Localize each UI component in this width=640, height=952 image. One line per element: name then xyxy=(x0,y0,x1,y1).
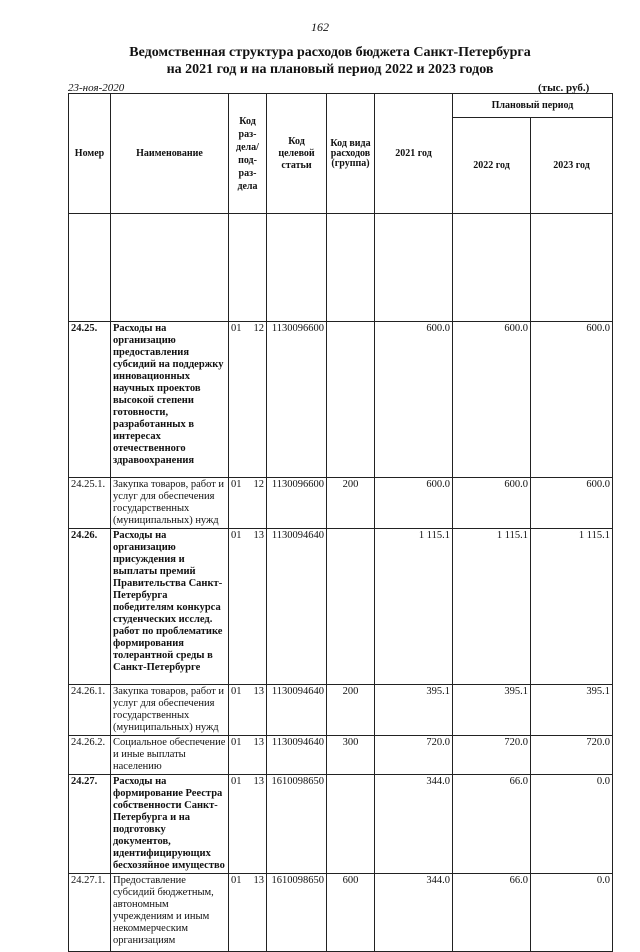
podrazdel-code: 13 xyxy=(253,875,264,886)
row-target-article: 1610098650 xyxy=(267,874,327,952)
units-label: (тыс. руб.) xyxy=(538,82,590,94)
razdel-code: 01 xyxy=(231,479,242,490)
table-row xyxy=(69,322,613,478)
row-value-2023: 395.1 xyxy=(531,685,613,736)
row-value-2021: 344.0 xyxy=(375,775,453,874)
row-razdel xyxy=(229,874,267,952)
row-value-2021: 600.0 xyxy=(375,478,453,529)
row-expense-type xyxy=(327,322,375,478)
row-name: Социальное обеспечение и иные выплаты населению xyxy=(111,736,229,775)
row-name: Расходы на формирование Реестра собственности Санкт-Петербурга и на подготовку документов, идентифицирующих бесхозяйное имущество xyxy=(111,775,229,874)
row-number: 24.26. xyxy=(69,529,111,685)
row-name: Расходы на организацию присуждения и выплаты премий Правительства Санкт-Петербурга победителям конкурса студенческих исслед. работ по проблематике формирования толерантной среды в Санкт-Петербурге xyxy=(111,529,229,685)
row-target-article: 1130094640 xyxy=(267,529,327,685)
document-title xyxy=(0,44,640,78)
row-number: 24.25.1. xyxy=(69,478,111,529)
podrazdel-code: 13 xyxy=(253,776,264,787)
row-name: Предоставление субсидий бюджетным, автономным учреждениям и иным некоммерческим организациям xyxy=(111,874,229,952)
title-line-2: на 2021 год и на плановый период 2022 и 2023 годов xyxy=(166,62,494,77)
row-number: 24.27.1. xyxy=(69,874,111,952)
header-number: Номер xyxy=(69,94,111,214)
row-expense-type: 300 xyxy=(327,736,375,775)
row-target-article: 1130096600 xyxy=(267,322,327,478)
podrazdel-code: 12 xyxy=(253,323,264,334)
table-row xyxy=(69,478,613,529)
spacer-cell xyxy=(69,214,111,322)
razdel-code: 01 xyxy=(231,737,242,748)
row-value-2021: 1 115.1 xyxy=(375,529,453,685)
row-expense-type xyxy=(327,775,375,874)
razdel-code: 01 xyxy=(231,875,242,886)
podrazdel-code: 12 xyxy=(253,479,264,490)
spacer-cell xyxy=(453,214,531,322)
row-razdel xyxy=(229,685,267,736)
header-planned-period: Плановый период xyxy=(453,94,613,118)
razdel-code: 01 xyxy=(231,686,242,697)
row-value-2022: 600.0 xyxy=(453,322,531,478)
row-number: 24.26.1. xyxy=(69,685,111,736)
spacer-cell xyxy=(327,214,375,322)
page-number: 162 xyxy=(311,20,329,34)
row-expense-type xyxy=(327,529,375,685)
row-target-article: 1130094640 xyxy=(267,685,327,736)
spacer-cell xyxy=(229,214,267,322)
row-value-2023: 600.0 xyxy=(531,478,613,529)
spacer-cell xyxy=(111,214,229,322)
row-value-2021: 600.0 xyxy=(375,322,453,478)
row-expense-type: 200 xyxy=(327,478,375,529)
header-spacer-row xyxy=(69,214,613,322)
row-razdel xyxy=(229,322,267,478)
row-number: 24.26.2. xyxy=(69,736,111,775)
razdel-code: 01 xyxy=(231,530,242,541)
row-name: Расходы на организацию предоставления субсидий на поддержку инновационных научных проектов высокой степени готовности, разработанных в интересах отечественного здравоохранения xyxy=(111,322,229,478)
razdel-code: 01 xyxy=(231,323,242,334)
row-razdel xyxy=(229,529,267,685)
row-value-2023: 0.0 xyxy=(531,874,613,952)
table-row xyxy=(69,529,613,685)
row-razdel xyxy=(229,775,267,874)
title-line-1: Ведомственная структура расходов бюджета Санкт-Петербурга xyxy=(129,45,531,60)
row-name: Закупка товаров, работ и услуг для обеспечения государственных (муниципальных) нужд xyxy=(111,478,229,529)
row-razdel xyxy=(229,478,267,529)
row-value-2021: 720.0 xyxy=(375,736,453,775)
row-value-2021: 344.0 xyxy=(375,874,453,952)
row-value-2022: 720.0 xyxy=(453,736,531,775)
row-value-2022: 66.0 xyxy=(453,874,531,952)
row-value-2022: 600.0 xyxy=(453,478,531,529)
row-value-2022: 66.0 xyxy=(453,775,531,874)
document-date: 23-ноя-2020 xyxy=(68,82,125,94)
header-razdel: Код раз-дела/ под-раз-дела xyxy=(229,94,267,214)
row-value-2023: 600.0 xyxy=(531,322,613,478)
spacer-cell xyxy=(267,214,327,322)
budget-table xyxy=(68,93,613,952)
table-row xyxy=(69,874,613,952)
header-year-2022: 2022 год xyxy=(453,118,531,214)
row-value-2022: 1 115.1 xyxy=(453,529,531,685)
header-name: Наименование xyxy=(111,94,229,214)
spacer-cell xyxy=(375,214,453,322)
header-expense-type: Код вида расходов (группа) xyxy=(327,94,375,214)
row-razdel xyxy=(229,736,267,775)
row-number: 24.25. xyxy=(69,322,111,478)
row-value-2023: 720.0 xyxy=(531,736,613,775)
row-name: Закупка товаров, работ и услуг для обеспечения государственных (муниципальных) нужд xyxy=(111,685,229,736)
row-value-2022: 395.1 xyxy=(453,685,531,736)
row-target-article: 1130094640 xyxy=(267,736,327,775)
row-target-article: 1610098650 xyxy=(267,775,327,874)
table-row xyxy=(69,736,613,775)
row-expense-type: 200 xyxy=(327,685,375,736)
row-value-2023: 0.0 xyxy=(531,775,613,874)
podrazdel-code: 13 xyxy=(253,686,264,697)
podrazdel-code: 13 xyxy=(253,530,264,541)
row-number: 24.27. xyxy=(69,775,111,874)
header-year-2021: 2021 год xyxy=(375,94,453,214)
row-value-2023: 1 115.1 xyxy=(531,529,613,685)
header-target-article: Код целевой статьи xyxy=(267,94,327,214)
table-body xyxy=(69,214,613,952)
razdel-code: 01 xyxy=(231,776,242,787)
table-row xyxy=(69,775,613,874)
row-expense-type: 600 xyxy=(327,874,375,952)
spacer-cell xyxy=(531,214,613,322)
table-row xyxy=(69,685,613,736)
header-year-2023: 2023 год xyxy=(531,118,613,214)
podrazdel-code: 13 xyxy=(253,737,264,748)
row-target-article: 1130096600 xyxy=(267,478,327,529)
row-value-2021: 395.1 xyxy=(375,685,453,736)
